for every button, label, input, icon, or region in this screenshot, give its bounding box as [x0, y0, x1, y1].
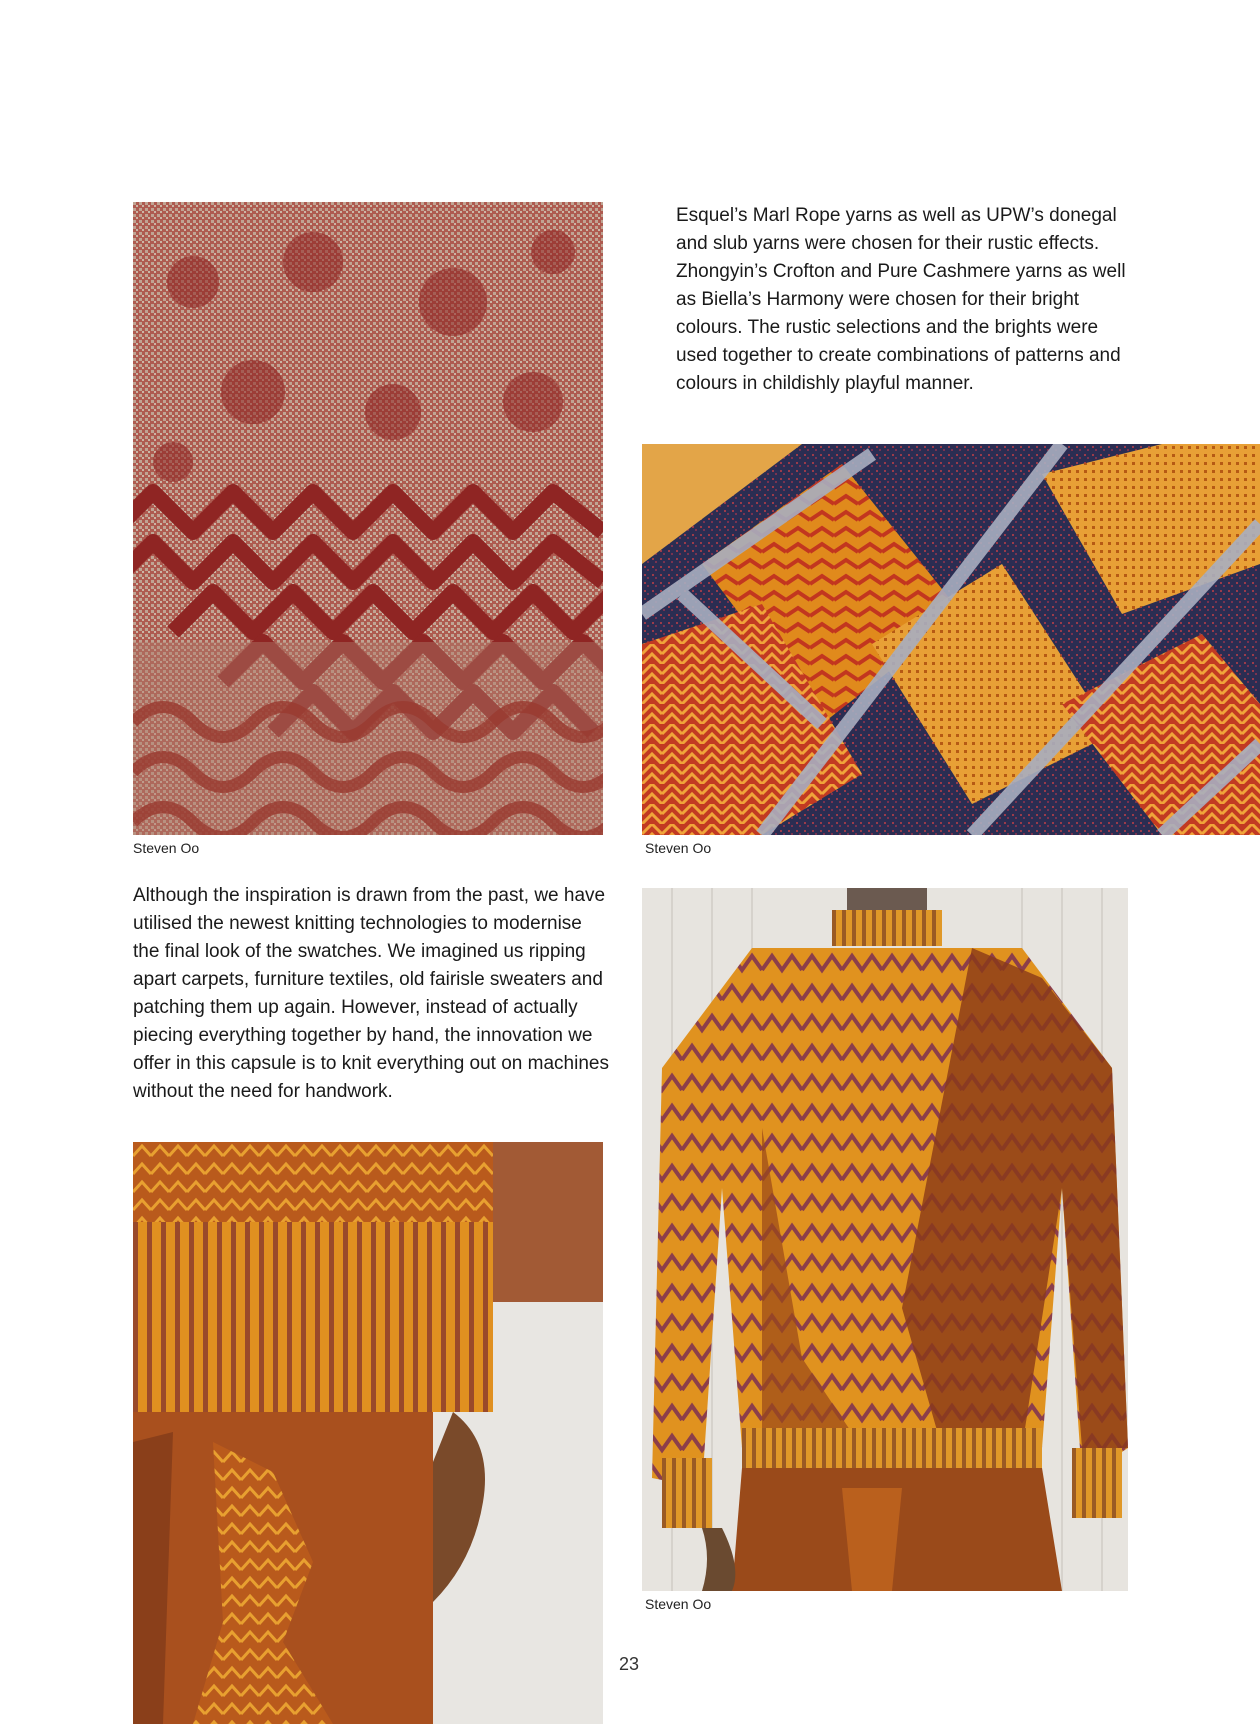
photo-credit-caption: Steven Oo: [133, 840, 200, 856]
yarn-selection-paragraph: Esquel’s Marl Rope yarns as well as UPW’s donegal and slub yarns were chosen for their rustic effects. Zhongyin’s Crofton and Pure Cashmere yarns as well as Biella’s Harmony were chosen for their bright colours. The rustic selections and the brights were used together to create combinations of patterns and colours in childishly playful manner.: [676, 205, 1126, 394]
photo-credit-caption: Steven Oo: [645, 1596, 712, 1612]
sweater-cuff-detail-photo: [133, 1142, 603, 1724]
page-number: 23: [619, 1654, 640, 1674]
knit-swatch-patchwork-photo: [642, 444, 1260, 835]
knit-swatch-red-zigzag-photo: [133, 202, 603, 835]
sweater-mannequin-photo: [642, 888, 1128, 1591]
inspiration-paragraph: Although the inspiration is drawn from the past, we have utilised the newest knitting technologies to modernise the final look of the swatches. We imagined us ripping apart carpets, furniture textiles, old fairisle sweaters and patching them up again. However, instead of actually piecing everything together by hand, the innovation we offer in this capsule is to knit everything out on machines without the need for handwork.: [133, 885, 609, 1102]
photo-credit-caption: Steven Oo: [645, 840, 712, 856]
